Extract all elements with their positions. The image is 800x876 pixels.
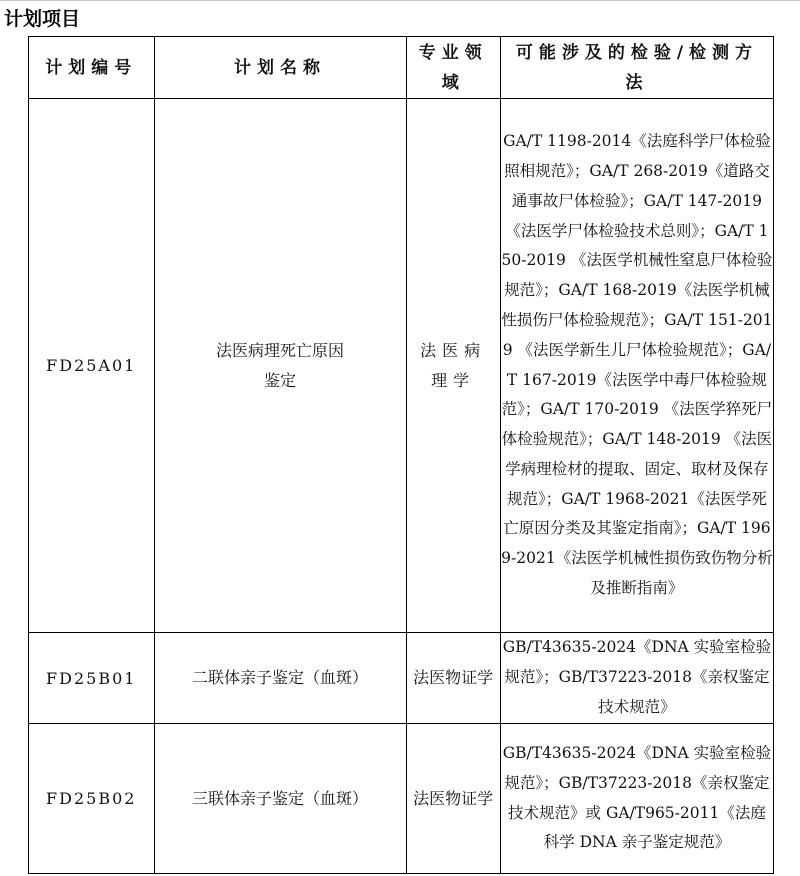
row-code: FD25B02 <box>29 724 155 874</box>
top-rule <box>0 0 800 1</box>
row-field: 法医病理学 <box>406 99 500 633</box>
table-row <box>29 99 774 633</box>
header-name: 计划名称 <box>154 37 406 99</box>
row-code: FD25A01 <box>29 99 155 633</box>
row-code: FD25B01 <box>29 633 155 724</box>
plan-table <box>28 36 774 874</box>
row-methods: GB/T43635-2024《DNA 实验室检验规范》；GB/T37223-2018《亲权鉴定技术规范》或 GA/T965-2011《法庭科学 DNA 亲子鉴定规范》 <box>500 724 773 874</box>
header-code: 计划编号 <box>29 37 155 99</box>
table-header-row <box>29 37 774 99</box>
header-methods: 可能涉及的检验/检测方法 <box>500 37 773 99</box>
row-field: 法医物证学 <box>406 724 500 874</box>
row-name: 三联体亲子鉴定（血斑） <box>154 724 406 874</box>
row-methods: GB/T43635-2024《DNA 实验室检验规范》；GB/T37223-2018《亲权鉴定技术规范》 <box>500 633 773 724</box>
section-title: 计划项目 <box>4 8 81 30</box>
header-field: 专业领域 <box>406 37 500 99</box>
row-name: 二联体亲子鉴定（血斑） <box>154 633 406 724</box>
table-row <box>29 633 774 724</box>
table-row <box>29 724 774 874</box>
row-methods: GA/T 1198-2014《法庭科学尸体检验照相规范》；GA/T 268-2019《道路交通事故尸体检验》；GA/T 147-2019 《法医学尸体检验技术总则》；GA/T 150-2019 《法医学机械性窒息尸体检验规范》；GA/T 168-2019《法医学机械性损伤尸体检验规范》；GA/T 151-2019 《法医学新生儿尸体检验规范》；GA/T 167-2019《法医学中毒尸体检验规范》；GA/T 170-2019 《法医学猝死尸体检验规范》；GA/T 148-2019 《法医学病理检材的提取、固定、取材及保存规范》；GA/T 1968-2021《法医学死亡原因分类及其鉴定指南》；GA/T 1969-2021《法医学机械性损伤致伤物分析及推断指南》 <box>500 99 773 633</box>
row-field: 法医物证学 <box>406 633 500 724</box>
row-name: 法医病理死亡原因鉴定 <box>154 99 406 633</box>
